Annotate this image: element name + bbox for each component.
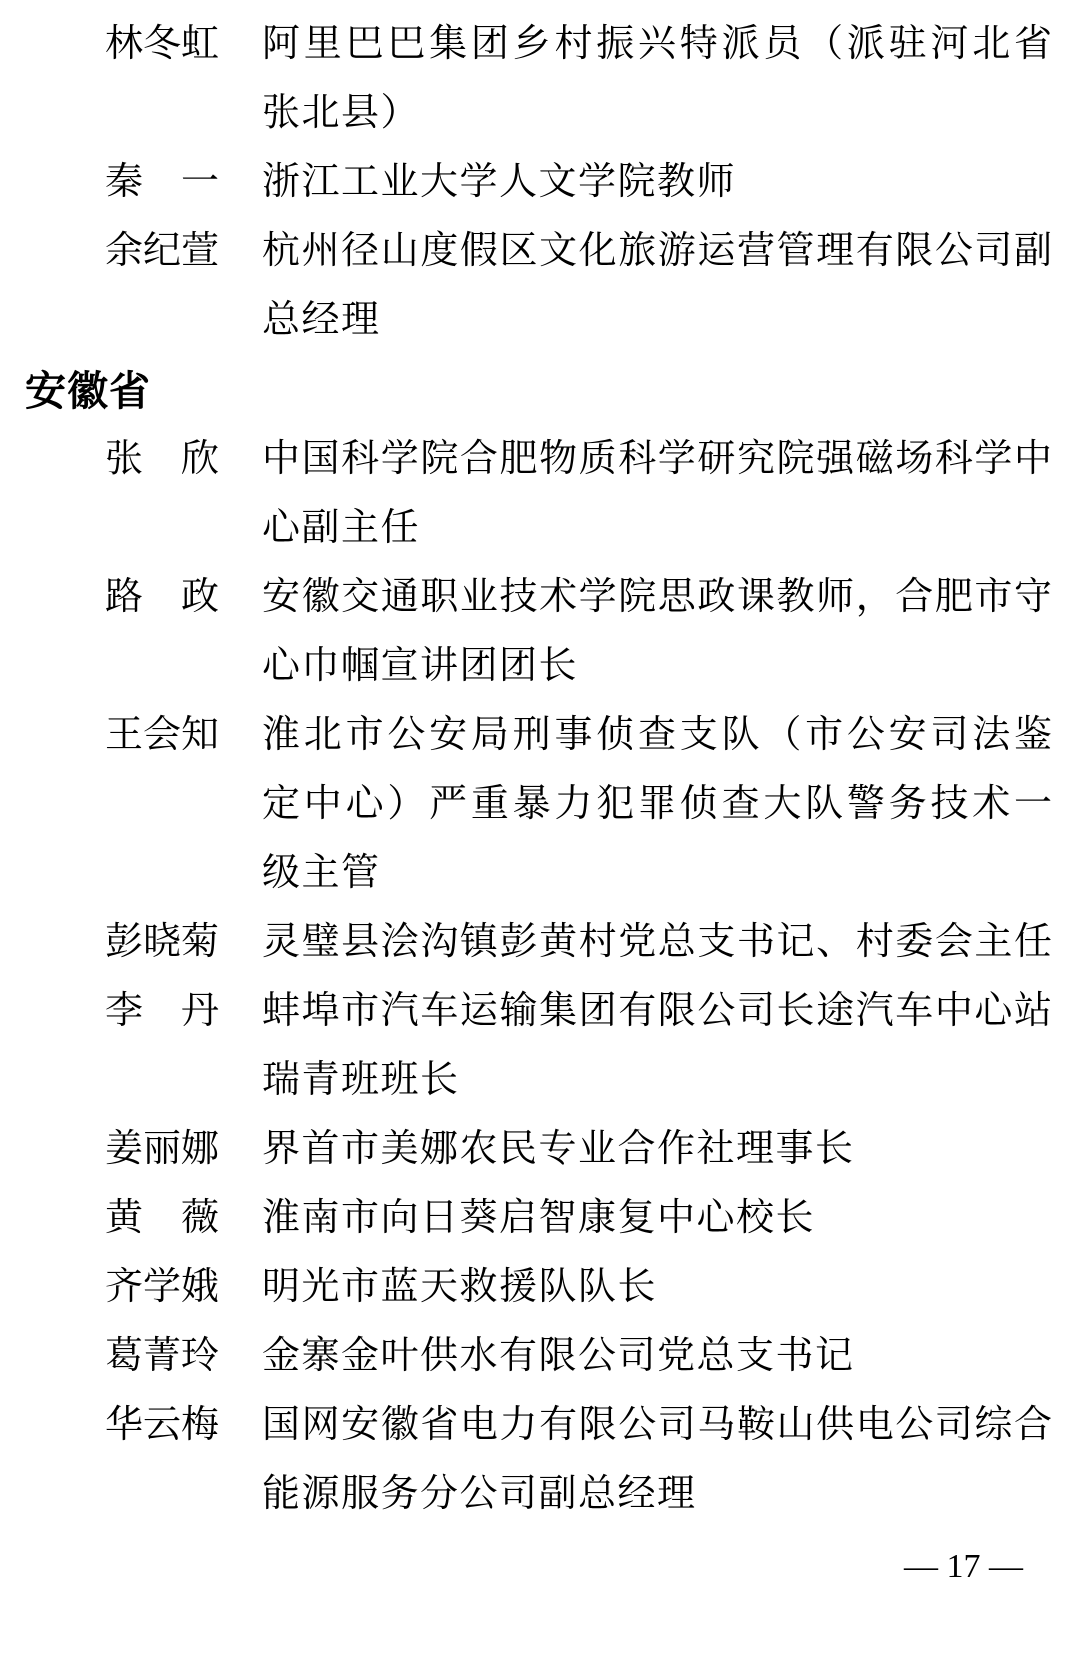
entry-row <box>0 1253 1080 1322</box>
person-title <box>262 908 1052 977</box>
person-title <box>262 217 1052 355</box>
person-name: 张 欣 <box>105 438 220 480</box>
person-title <box>262 977 1052 1115</box>
entry-row <box>0 10 1080 148</box>
title-line: 级主管 <box>262 852 381 894</box>
title-line: 金寨金叶供水有限公司党总支书记 <box>262 1335 855 1377</box>
person-title <box>262 425 1052 563</box>
entry-row <box>0 425 1080 563</box>
title-line: 蚌埠市汽车运输集团有限公司长途汽车中心站 <box>262 990 1053 1032</box>
title-line: 淮南市向日葵启智康复中心校长 <box>262 1197 816 1239</box>
title-line: 心巾帼宣讲团团长 <box>262 645 579 687</box>
entry-row <box>0 1184 1080 1253</box>
title-line: 定中心）严重暴力犯罪侦查大队警务技术一 <box>262 783 1053 825</box>
person-name: 余纪萱 <box>105 230 220 272</box>
person-name: 华云梅 <box>105 1404 220 1446</box>
person-name: 黄 薇 <box>105 1197 220 1239</box>
entry-row <box>0 1115 1080 1184</box>
person-name: 林冬虹 <box>105 23 220 65</box>
person-title <box>262 1184 1052 1253</box>
title-line: 淮北市公安局刑事侦查支队（市公安司法鉴 <box>262 714 1053 756</box>
entry-row <box>0 1322 1080 1391</box>
entry-row <box>0 1391 1080 1529</box>
person-name: 路 政 <box>105 576 220 618</box>
title-line: 瑞青班班长 <box>262 1059 460 1101</box>
title-line: 阿里巴巴集团乡村振兴特派员（派驻河北省 <box>262 23 1053 65</box>
title-line: 灵璧县浍沟镇彭黄村党总支书记、村委会主任 <box>262 921 1053 963</box>
person-title <box>262 1322 1052 1391</box>
person-name: 齐学娥 <box>105 1266 220 1308</box>
person-name: 葛菁玲 <box>105 1335 220 1377</box>
title-line: 界首市美娜农民专业合作社理事长 <box>262 1128 855 1170</box>
entry-row <box>0 701 1080 908</box>
person-title <box>262 1391 1052 1529</box>
person-title <box>262 10 1052 148</box>
title-line: 浙江工业大学人文学院教师 <box>262 161 737 203</box>
title-line: 国网安徽省电力有限公司马鞍山供电公司综合 <box>262 1404 1053 1446</box>
title-line: 能源服务分公司副总经理 <box>262 1473 697 1515</box>
person-name: 李 丹 <box>105 990 220 1032</box>
person-title <box>262 701 1052 908</box>
title-line: 安徽交通职业技术学院思政课教师，合肥市守 <box>262 576 1053 618</box>
title-line: 明光市蓝天救援队队长 <box>262 1266 658 1308</box>
entry-row <box>0 977 1080 1115</box>
entry-row <box>0 148 1080 217</box>
entry-row <box>0 563 1080 701</box>
section-header: 安徽省 <box>25 368 151 414</box>
title-line: 张北县） <box>262 92 421 134</box>
entry-row <box>0 217 1080 355</box>
entry-row <box>0 908 1080 977</box>
person-name: 秦 一 <box>105 161 220 203</box>
page-number: — 17 — <box>904 1548 1023 1585</box>
title-line: 中国科学院合肥物质科学研究院强磁场科学中 <box>262 438 1053 480</box>
person-title <box>262 563 1052 701</box>
person-title <box>262 148 1052 217</box>
title-line: 心副主任 <box>262 507 421 549</box>
title-line: 总经理 <box>262 299 381 341</box>
title-line: 杭州径山度假区文化旅游运营管理有限公司副 <box>262 230 1053 272</box>
person-title <box>262 1115 1052 1184</box>
person-name: 彭晓菊 <box>105 921 220 963</box>
person-title <box>262 1253 1052 1322</box>
person-name: 王会知 <box>105 714 220 756</box>
person-name: 姜丽娜 <box>105 1128 220 1170</box>
